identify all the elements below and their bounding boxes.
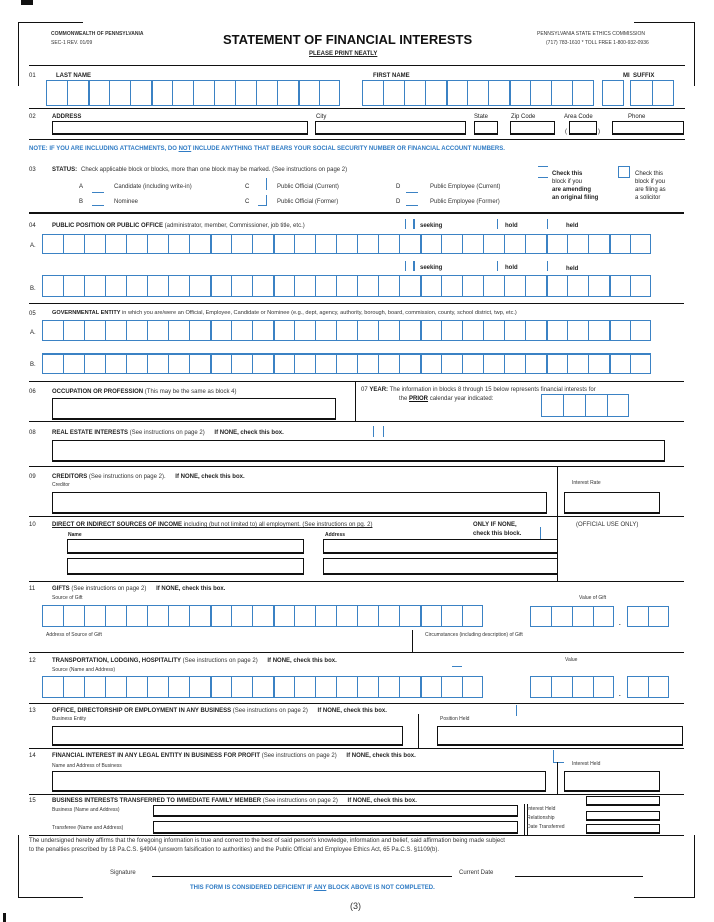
address-label: ADDRESS (52, 114, 82, 120)
section-number: 06 (29, 389, 36, 395)
label-bold: GOVERNMENTAL ENTITY (52, 310, 121, 316)
seeking-b-checkbox[interactable] (413, 261, 415, 271)
real-estate-label (52, 430, 284, 436)
section-number: 14 (29, 753, 36, 759)
label-bold: DIRECT OR INDIRECT SOURCES OF INCOME (52, 522, 183, 528)
form-title: STATEMENT OF FINANCIAL INTERESTS (223, 32, 473, 47)
income-address-input-2[interactable] (323, 558, 557, 575)
section-number: 12 (29, 658, 36, 664)
held-b-label: held (566, 266, 579, 272)
governmental-entity-b-input[interactable] (42, 353, 651, 374)
business-entity-input[interactable] (52, 726, 403, 746)
note-emphasis: NOT (178, 146, 192, 152)
note-text: NOTE: IF YOU ARE INCLUDING ATTACHMENTS, DO (29, 146, 179, 152)
commission-name: PENNSYLVANIA STATE ETHICS COMMISSION (537, 31, 645, 37)
page-number: (3) (350, 901, 361, 911)
transportation-value-cents-input[interactable] (627, 676, 669, 698)
seeking-a-label: seeking (420, 223, 443, 229)
label-hint: (This may be the same as block 4) (143, 389, 237, 395)
year-input[interactable] (541, 394, 629, 417)
amending-checkbox[interactable] (538, 166, 548, 178)
nominee-label: Nominee (114, 199, 139, 205)
row-a-label: A. (30, 243, 36, 249)
last-name-input[interactable] (46, 80, 340, 106)
candidate-checkbox[interactable] (92, 192, 104, 193)
gifts-label (52, 586, 225, 592)
held-a-label: held (566, 223, 579, 229)
year-text-line2 (399, 396, 493, 402)
business-label: Business (Name and Address) (52, 807, 120, 813)
first-name-label: FIRST NAME (373, 73, 410, 79)
transferee-label: Transferee (Name and Address) (52, 825, 124, 831)
seeking-b-label: seeking (420, 265, 443, 271)
real-estate-none-checkbox[interactable] (373, 426, 384, 437)
hold-a-label: hold (505, 223, 518, 229)
status-instructions: Check applicable block or blocks, more than one block may be marked. (See instructions on page 2) (81, 167, 348, 173)
divider (29, 421, 684, 422)
divider (29, 303, 684, 304)
label-hint: in which you are/were an Official, Employee, Candidate or Nominee (e.g., dept, agency, authority, borough, board, commission, county, school district, twp, etc.) (120, 310, 517, 316)
source-of-gift-input[interactable] (42, 605, 483, 627)
address-input[interactable] (52, 121, 308, 135)
commission-phone: (717) 783-1610 * TOLL FREE 1-800-932-0936 (546, 40, 649, 46)
scan-mark (3, 913, 6, 922)
income-none-text: ONLY IF NONE, (473, 522, 517, 528)
interest-held-label: Interest Held (572, 761, 601, 767)
interest-rate-label: Interest Rate (572, 480, 601, 486)
transfer-relationship-input[interactable] (586, 811, 660, 821)
note-text: INCLUDE ANYTHING THAT BEARS YOUR SOCIAL SECURITY NUMBER OR FINANCIAL ACCOUNT NUMBERS. (191, 146, 505, 152)
held-b-checkbox[interactable] (547, 261, 548, 271)
section-number: 13 (29, 708, 36, 714)
section-number: 08 (29, 430, 36, 436)
office-directorship-label (52, 708, 387, 714)
public-official-former-label: Public Official (Former) (277, 199, 339, 205)
decimal-point: . (619, 621, 621, 627)
label-bold: OCCUPATION OR PROFESSION (52, 389, 144, 395)
state-label: State (474, 114, 489, 120)
none-text: If NONE, check this box. (317, 708, 387, 714)
label-bold: GIFTS (52, 586, 70, 592)
held-a-checkbox[interactable] (547, 219, 548, 229)
city-input[interactable] (315, 121, 466, 135)
transportation-value-dollars-input[interactable] (530, 676, 614, 698)
interest-rate-input[interactable] (564, 492, 660, 514)
section-number: 04 (29, 223, 36, 229)
year-label: YEAR: (369, 387, 389, 393)
financial-interest-label (52, 753, 416, 759)
hold-b-checkbox[interactable] (497, 261, 498, 271)
divider (29, 835, 684, 836)
business-name-address-input[interactable] (52, 771, 546, 792)
public-employee-current-checkbox[interactable] (406, 192, 418, 193)
divider (557, 466, 558, 582)
hold-b-label: hold (505, 265, 518, 271)
seeking-separator (405, 219, 406, 229)
last-name-label: LAST NAME (56, 73, 91, 79)
label-bold: FINANCIAL INTEREST IN ANY LEGAL ENTITY IN BUSINESS FOR PROFIT (52, 753, 261, 759)
section-number: 07 (361, 387, 368, 393)
financial-interest-none-checkbox[interactable] (553, 750, 564, 763)
warning-text: THIS FORM IS CONSIDERED DEFICIENT IF (190, 885, 314, 891)
hold-a-checkbox[interactable] (497, 219, 498, 229)
divider (29, 703, 684, 704)
divider (29, 516, 684, 517)
current-date-line[interactable] (515, 876, 643, 877)
state-input[interactable] (474, 121, 498, 135)
label-bold: OFFICE, DIRECTORSHIP OR EMPLOYMENT IN ANY BUSINESS (52, 708, 232, 714)
transfer-date-input[interactable] (586, 824, 660, 834)
suffix-label: SUFFIX (633, 73, 655, 79)
row-b-label: B. (30, 286, 36, 292)
transportation-source-input[interactable] (42, 676, 483, 698)
label-hint: (See instructions on page 2) (261, 798, 338, 804)
label-bold: REAL ESTATE INTERESTS (52, 430, 129, 436)
affirmation-line2: to the penalties prescribed by 18 Pa.C.S. §4904 (unsworn falsification to authorities) and the Public Official and Employee Ethics Act, 65 Pa.C.S. §1109(b). (29, 847, 440, 853)
label-bold: BUSINESS INTERESTS TRANSFERRED TO IMMEDIATE FAMILY MEMBER (52, 798, 262, 804)
income-none-text: check this block. (473, 531, 522, 537)
decimal-point: . (619, 692, 621, 698)
paren-close: ) (598, 129, 600, 135)
year-hint: the (399, 396, 410, 402)
creditor-input[interactable] (52, 492, 547, 514)
none-text: If NONE, check this box. (156, 586, 226, 592)
public-position-a-input[interactable] (42, 234, 651, 254)
date-transferred-label: Date Transferred (527, 824, 565, 830)
divider (29, 108, 685, 109)
form-subtitle: PLEASE PRINT NEATLY (309, 51, 378, 57)
frame-corner-bl (18, 835, 83, 898)
divider (355, 382, 356, 421)
section-number: 11 (29, 586, 36, 592)
section-number: 09 (29, 474, 36, 480)
warning-text: BLOCK ABOVE IS NOT COMPLETED. (326, 885, 435, 891)
income-name-input-1[interactable] (67, 539, 304, 554)
divider (29, 466, 684, 467)
option-letter: A (79, 184, 84, 190)
value-of-gift-cents-input[interactable] (627, 606, 669, 627)
section-number: 05 (29, 311, 36, 317)
value-of-gift-dollars-input[interactable] (530, 606, 614, 627)
interest-held-input[interactable] (564, 771, 660, 792)
divider (29, 212, 684, 214)
divider (412, 630, 413, 652)
divider (524, 804, 525, 835)
section-number: 15 (29, 798, 36, 804)
option-letter: B (79, 199, 84, 205)
option-letter: C (245, 199, 250, 205)
middle-initial-input[interactable] (602, 80, 624, 106)
real-estate-input[interactable] (52, 440, 665, 462)
year-hint: calendar year indicated: (428, 396, 494, 402)
position-held-input[interactable] (437, 726, 683, 746)
label-bold: TRANSPORTATION, LODGING, HOSPITALITY (52, 658, 181, 664)
public-employee-former-label: Public Employee (Former) (430, 199, 500, 205)
frame-corner-br (634, 835, 695, 898)
label-hint: (See instructions on page 2). (87, 474, 166, 480)
seeking-separator (405, 261, 406, 271)
source-label: Source (Name and Address) (52, 667, 116, 673)
area-code-label: Area Code (564, 114, 593, 120)
prior-emphasis: PRIOR (409, 396, 429, 402)
area-code-input[interactable] (569, 121, 597, 135)
label-hint: including (but not limited to) all employment. (See instructions on pg. 2) (182, 522, 373, 528)
current-date-label: Current Date (459, 870, 494, 876)
public-position-b-input[interactable] (42, 275, 651, 297)
solicitor-label: a solicitor (635, 195, 661, 201)
solicitor-label: block if you (635, 179, 666, 185)
divider (29, 381, 684, 382)
gift-address-label: Address of Source of Gift (46, 632, 102, 638)
form-revision: SEC-1 REV. 01/09 (51, 40, 93, 46)
occupation-input[interactable] (52, 398, 336, 420)
scan-mark (21, 0, 33, 5)
divider (418, 714, 419, 748)
label-hint: (administrator, member, Commissioner, job title, etc.) (163, 223, 305, 229)
label-hint: (See instructions on page 2) (260, 753, 337, 759)
option-letter: D (396, 199, 401, 205)
transportation-label (52, 658, 337, 664)
row-a-label: A. (30, 330, 36, 336)
divider (557, 762, 558, 794)
value-label: Value (565, 657, 578, 663)
relationship-label: Relationship (527, 815, 555, 821)
nominee-checkbox[interactable] (92, 205, 104, 206)
city-label: City (316, 114, 327, 120)
divider (29, 581, 684, 582)
governmental-entity-a-input[interactable] (42, 320, 651, 341)
position-held-label: Position Held (440, 716, 470, 722)
label-hint: (See instructions on page 2) (231, 708, 308, 714)
income-sources-label (52, 522, 372, 528)
phone-label: Phone (628, 114, 646, 120)
label-bold: PUBLIC POSITION OR PUBLIC OFFICE (52, 223, 164, 229)
candidate-label: Candidate (including write-in) (114, 184, 192, 190)
agency-line1: COMMONWEALTH OF PENNSYLVANIA (51, 31, 144, 37)
year-text-line1 (361, 387, 596, 393)
public-position-label (52, 223, 305, 229)
business-entity-label: Business Entity (52, 716, 87, 722)
name-address-label: Name and Address of Business (52, 763, 122, 769)
affirmation-line1: The undersigned hereby affirms that the foregoing information is true and correct to the best of said person's knowledge, information and belief, said affirmation being made subject (29, 838, 505, 844)
occupation-label (52, 389, 237, 395)
phone-input[interactable] (612, 121, 684, 135)
public-official-current-label: Public Official (Current) (277, 184, 339, 190)
seeking-a-checkbox[interactable] (413, 219, 415, 229)
ssn-warning-note (29, 146, 505, 152)
mi-label: MI (623, 73, 630, 79)
income-name-input-2[interactable] (67, 558, 304, 575)
divider (29, 748, 684, 749)
status-label: STATUS: (52, 167, 78, 173)
value-of-gift-label: Value of Gift (579, 595, 607, 601)
official-use-label: (OFFICIAL USE ONLY) (576, 522, 639, 528)
source-of-gift-label: Source of Gift (52, 595, 83, 601)
section-number: 03 (29, 167, 36, 173)
year-hint: The information in blocks 8 through 15 below represents financial interests for (388, 387, 596, 393)
business-name-address-input[interactable] (153, 805, 518, 817)
label-bold: CREDITORS (52, 474, 88, 480)
business-transferred-label (52, 798, 417, 804)
amending-label: are amending (552, 187, 592, 193)
governmental-entity-label (52, 311, 517, 317)
transfer-interest-held-input[interactable] (586, 796, 660, 806)
option-letter: D (396, 184, 401, 190)
creditor-label: Creditor (52, 482, 70, 488)
creditors-label (52, 474, 245, 480)
label-hint: (See instructions on page 2) (181, 658, 258, 664)
gift-circumstances-label: Circumstances (including description) of Gift (425, 632, 523, 638)
amending-label: block if you (552, 179, 583, 185)
name-column-label: Name (68, 532, 82, 538)
first-name-input[interactable] (362, 80, 594, 106)
suffix-input[interactable] (630, 80, 674, 106)
none-text: If NONE, check this box. (267, 658, 337, 664)
solicitor-checkbox[interactable] (618, 166, 630, 178)
none-text: If NONE, check this box. (175, 474, 245, 480)
solicitor-label: Check this (635, 171, 664, 177)
public-employee-current-label: Public Employee (Current) (430, 184, 501, 190)
none-text: If NONE, check this box. (214, 430, 284, 436)
signature-label: Signature (110, 870, 136, 876)
section-number: 01 (29, 73, 36, 79)
divider (29, 794, 684, 795)
divider (29, 652, 684, 653)
label-hint: (See instructions on page 2) (128, 430, 205, 436)
income-none-checkbox[interactable] (540, 527, 541, 539)
none-text: If NONE, check this box. (347, 798, 417, 804)
section-number: 10 (29, 522, 36, 528)
label-hint: (See instructions on page 2) (69, 586, 147, 592)
interest-held-label: Interest Held (527, 806, 556, 812)
signature-line[interactable] (152, 876, 452, 877)
amending-label: an original filing (552, 195, 599, 201)
deficient-warning (190, 885, 435, 891)
amending-label: Check this (552, 171, 583, 177)
zip-input[interactable] (510, 121, 555, 135)
warning-emphasis: ANY (313, 885, 327, 891)
transportation-none-checkbox[interactable] (452, 666, 462, 667)
solicitor-label: are filing as (635, 187, 666, 193)
public-employee-former-checkbox[interactable] (406, 205, 418, 206)
divider (29, 139, 685, 140)
income-address-input-1[interactable] (323, 539, 557, 554)
office-none-checkbox[interactable] (516, 705, 517, 716)
public-official-former-checkbox[interactable] (258, 195, 267, 206)
divider (29, 65, 685, 66)
none-text: If NONE, check this box. (346, 753, 416, 759)
transferee-name-address-input[interactable] (153, 821, 518, 834)
paren-open: ( (565, 129, 567, 135)
option-letter: C (245, 184, 250, 190)
address-column-label: Address (325, 532, 346, 538)
public-official-current-checkbox[interactable] (266, 178, 267, 190)
zip-label: Zip Code (511, 114, 536, 120)
section-number: 02 (29, 114, 36, 120)
row-b-label: B. (30, 362, 36, 368)
